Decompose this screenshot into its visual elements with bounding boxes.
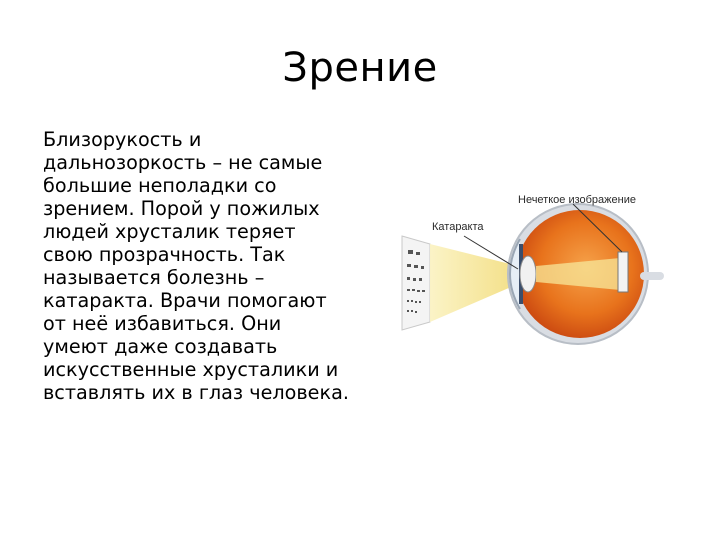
eye-diagram-icon [398,184,668,354]
label-cataract: Катаракта [432,221,484,233]
label-blurred-image: Нечеткое изображение [518,194,636,206]
blurred-image [618,252,628,292]
slide-title: Зрение [282,45,438,91]
eye-figure [398,184,668,354]
body-text: Близорукость и дальнозоркость – не самые большие неполадки со зрением. Порой у пожилых людей хрусталик теряет свою прозрачность. Так называется болезнь – катаракта. Врачи помогают от неё избавиться. Они умеют даже создавать искусственные хрусталики и вставлять их в глаз человека. [43,128,349,404]
light-beam [430,244,518,322]
cataract-lens [520,256,536,292]
eye-chart-card [402,236,430,330]
